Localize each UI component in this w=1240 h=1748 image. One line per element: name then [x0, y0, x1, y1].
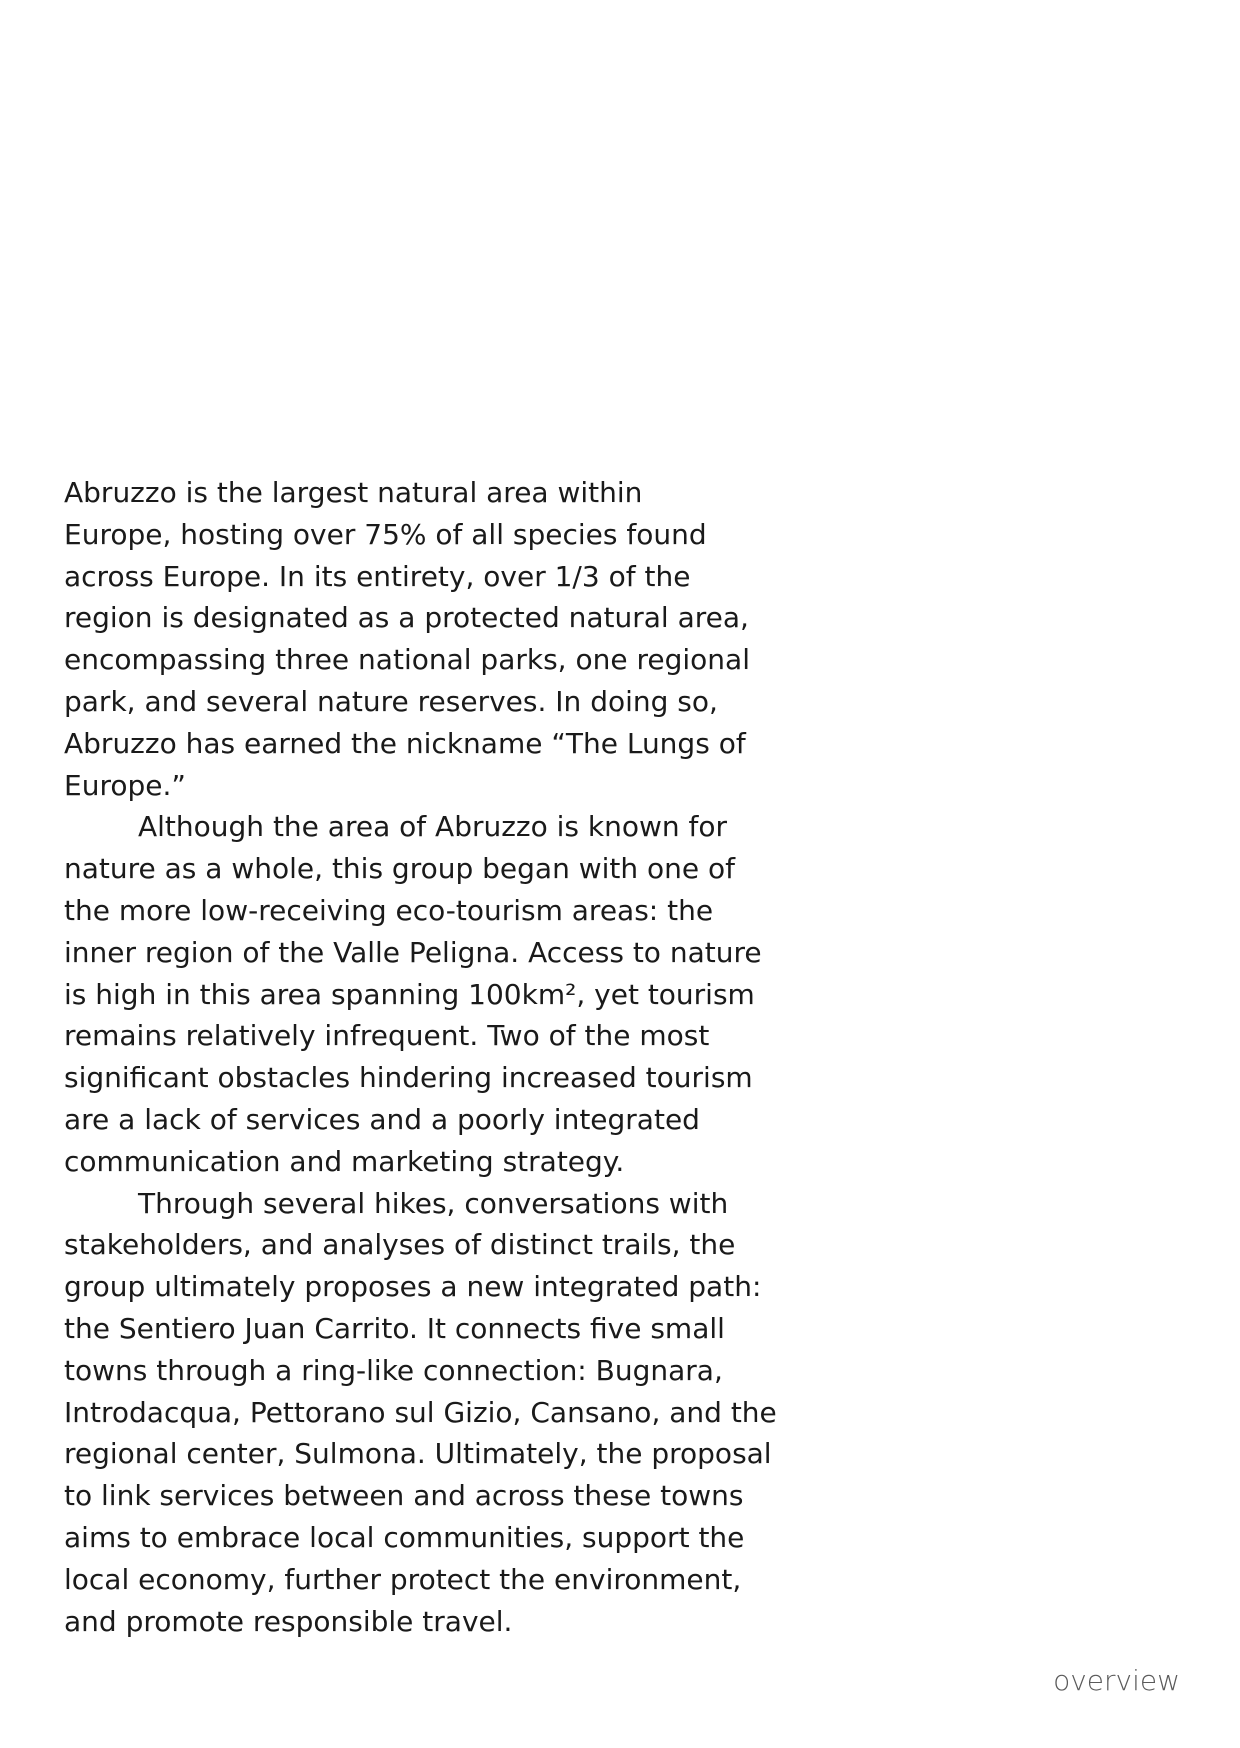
text-line: and promote responsible travel.: [64, 1604, 513, 1638]
text-line: Europe.”: [64, 768, 186, 802]
text-line: Abruzzo has earned the nickname “The Lungs of: [64, 726, 746, 760]
text-line: significant obstacles hindering increased tourism: [64, 1061, 753, 1095]
section-label: overview: [1053, 1664, 1180, 1697]
text-line: to link services between and across these towns: [64, 1479, 744, 1513]
text-line: park, and several nature reserves. In doing so,: [64, 684, 718, 718]
paragraph-proposal: [64, 1183, 824, 1643]
paragraph-intro: [64, 472, 824, 806]
text-line: remains relatively infrequent. Two of the most: [64, 1019, 710, 1053]
text-line: Through several hikes, conversations with: [138, 1186, 729, 1220]
text-line: stakeholders, and analyses of distinct trails, the: [64, 1228, 736, 1262]
text-line: towns through a ring-like connection: Bugnara,: [64, 1353, 723, 1387]
paragraph-valle-peligna: [64, 806, 824, 1182]
text-line: group ultimately proposes a new integrated path:: [64, 1270, 762, 1304]
body-text: [64, 472, 824, 1642]
text-line: local economy, further protect the environment,: [64, 1562, 742, 1596]
text-line: communication and marketing strategy.: [64, 1144, 625, 1178]
text-line: Although the area of Abruzzo is known for: [138, 810, 728, 844]
text-line: the more low-receiving eco-tourism areas: the: [64, 893, 714, 927]
text-line: is high in this area spanning 100km², yet tourism: [64, 977, 755, 1011]
text-line: Abruzzo is the largest natural area within: [64, 476, 643, 509]
text-line: nature as a whole, this group began with one of: [64, 852, 736, 886]
text-line: regional center, Sulmona. Ultimately, the proposal: [64, 1437, 772, 1471]
text-line: across Europe. In its entirety, over 1/3 of the: [64, 559, 691, 593]
text-line: aims to embrace local communities, support the: [64, 1520, 745, 1554]
text-line: inner region of the Valle Peligna. Access to nature: [64, 935, 762, 969]
text-line: the Sentiero Juan Carrito. It connects five small: [64, 1311, 725, 1345]
text-line: Introdacqua, Pettorano sul Gizio, Cansano, and the: [64, 1395, 777, 1429]
text-line: region is designated as a protected natural area,: [64, 601, 749, 635]
text-line: are a lack of services and a poorly integrated: [64, 1102, 700, 1136]
text-line: Europe, hosting over 75% of all species found: [64, 517, 707, 551]
text-line: encompassing three national parks, one regional: [64, 643, 750, 677]
